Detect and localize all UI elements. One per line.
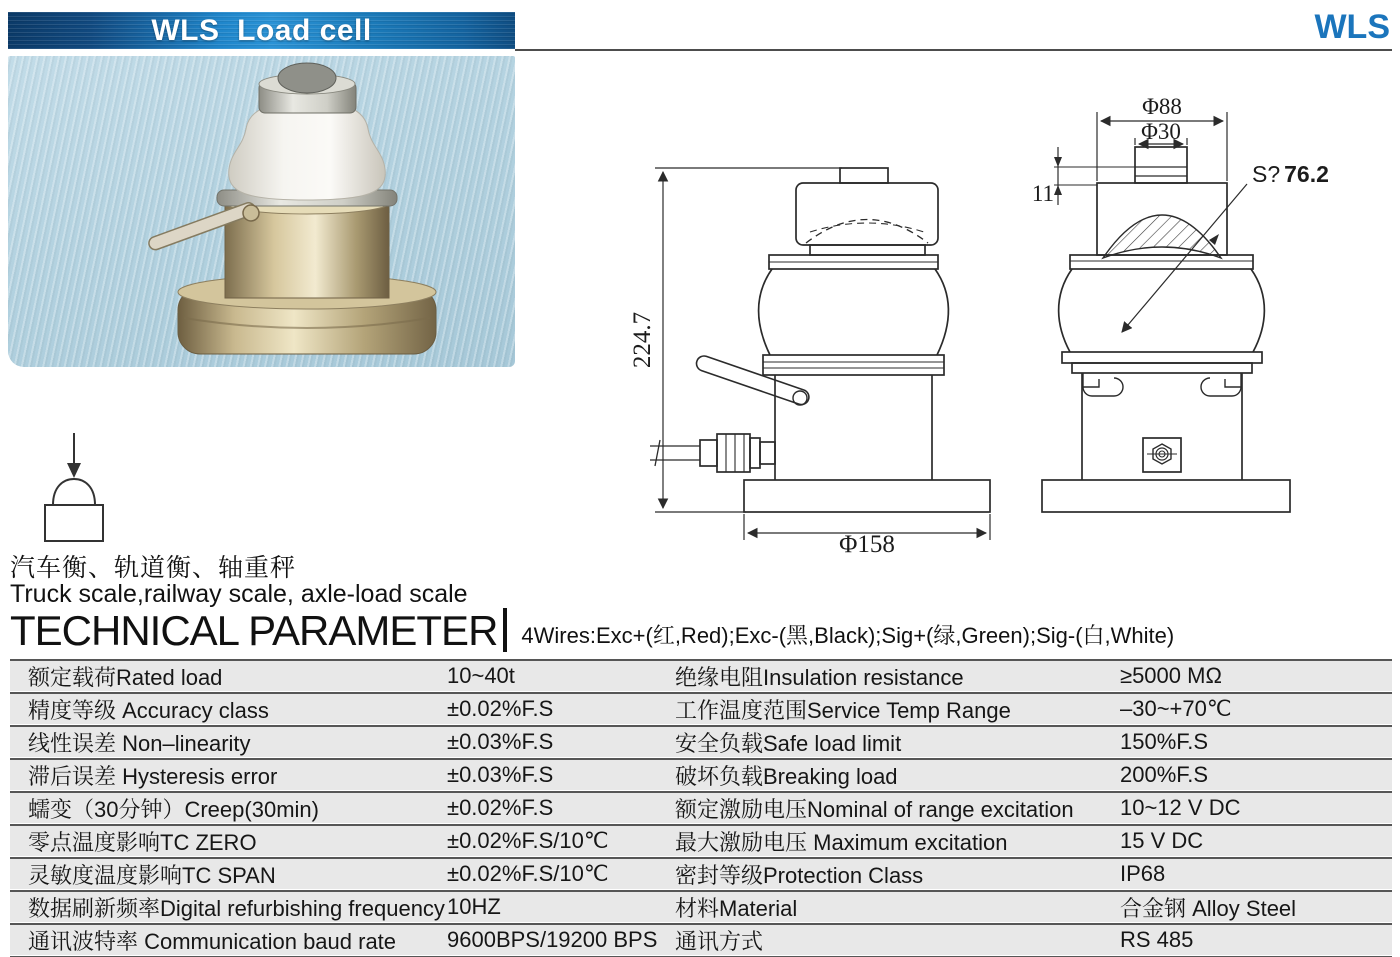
- param-label: 滞后误差 Hysteresis error: [28, 763, 278, 789]
- arrow-down-icon: [67, 433, 81, 478]
- param-label: 安全负载Safe load limit: [675, 730, 902, 756]
- param-label: 线性误差 Non–linearity: [28, 730, 251, 756]
- param-value: RS 485: [1120, 927, 1194, 952]
- table-row: [10, 923, 1392, 955]
- param-value: ±0.03%F.S: [447, 762, 554, 787]
- load-cell-icon: [45, 479, 103, 541]
- load-cell-photo-art: [8, 56, 515, 367]
- param-value: 9600BPS/19200 BPS: [447, 927, 658, 952]
- param-label: 材料Material: [675, 895, 798, 921]
- applications-cn: 汽车衡、轨道衡、轴重秤: [10, 554, 297, 582]
- param-value: 150%F.S: [1120, 729, 1209, 754]
- param-value: ±0.02%F.S/10℃: [447, 828, 609, 853]
- param-label: 破坏负载Breaking load: [675, 763, 898, 789]
- param-value: 200%F.S: [1120, 762, 1209, 787]
- param-value: ±0.03%F.S: [447, 729, 554, 754]
- param-value: 10HZ: [447, 894, 501, 919]
- table-row: [10, 758, 1392, 790]
- param-label: 零点温度影响TC ZERO: [28, 829, 257, 855]
- param-value: ±0.02%F.S: [447, 696, 554, 721]
- front-view: [1042, 147, 1290, 512]
- dim-button-height: 11: [1031, 181, 1054, 206]
- sphere-prefix: S?: [1252, 161, 1281, 187]
- param-value: ±0.02%F.S: [447, 795, 554, 820]
- param-value: 15 V DC: [1120, 828, 1204, 853]
- load-direction-pictogram: [20, 425, 140, 550]
- param-label: 额定载荷Rated load: [28, 664, 223, 690]
- section-divider: [503, 608, 507, 652]
- side-view-dimensions: [655, 168, 990, 540]
- header-banner: [8, 12, 515, 49]
- header-rule: [515, 49, 1392, 51]
- param-label: 工作温度范围Service Temp Range: [675, 697, 1011, 723]
- param-value: 合金钢 Alloy Steel: [1120, 895, 1297, 921]
- side-view: [650, 168, 990, 512]
- dim-base-diameter: Φ158: [839, 531, 895, 558]
- param-label: 灵敏度温度影响TC SPAN: [28, 862, 276, 888]
- table-row: [10, 857, 1392, 889]
- table-row: [10, 791, 1392, 823]
- param-value: ≥5000 MΩ: [1120, 663, 1222, 688]
- table-row: [10, 725, 1392, 757]
- table-row: [10, 824, 1392, 856]
- param-value: IP68: [1120, 861, 1166, 886]
- param-value: 10~12 V DC: [1120, 795, 1241, 820]
- param-label: 密封等级Protection Class: [675, 862, 924, 888]
- technical-drawing: [600, 80, 1400, 570]
- dim-button-diameter: Φ30: [1141, 119, 1181, 144]
- param-value: –30~+70℃: [1120, 696, 1232, 721]
- param-label: 通讯波特率 Communication baud rate: [28, 928, 397, 954]
- param-label: 绝缘电阻Insulation resistance: [675, 664, 964, 690]
- section-heading: [10, 606, 1390, 652]
- param-label: 数据刷新频率Digital refurbishing frequency: [28, 895, 445, 921]
- table-row: [10, 692, 1392, 724]
- brand-logo: WLS: [1314, 8, 1390, 46]
- table-row: [10, 890, 1392, 922]
- applications-en: Truck scale,railway scale, axle-load scale: [10, 580, 468, 608]
- param-label: 精度等级 Accuracy class: [28, 697, 269, 723]
- param-label: 最大激励电压 Maximum excitation: [675, 829, 1008, 855]
- param-label: 通讯方式: [675, 928, 764, 954]
- wiring-note: 4Wires:Exc+(红,Red);Exc-(黑,Black);Sig+(绿,Green);Sig-(白,White): [521, 623, 1175, 648]
- param-label: 蠕变（30分钟）Creep(30min): [28, 796, 319, 822]
- param-value: ±0.02%F.S/10℃: [447, 861, 609, 886]
- dim-overall-height: 224.7: [629, 311, 656, 369]
- parameter-table: [10, 658, 1392, 957]
- page-title: WLS Load cell: [151, 13, 372, 47]
- sphere-value: 76.2: [1284, 161, 1329, 187]
- dim-sphere-radius: [1252, 161, 1329, 187]
- table-row: [10, 659, 1392, 691]
- param-value: 10~40t: [447, 663, 515, 688]
- dim-cap-diameter: Φ88: [1142, 94, 1182, 119]
- section-title: TECHNICAL PARAMETER: [10, 607, 498, 654]
- param-label: 额定激励电压Nominal of range excitation: [675, 796, 1074, 822]
- product-photo: [8, 56, 515, 367]
